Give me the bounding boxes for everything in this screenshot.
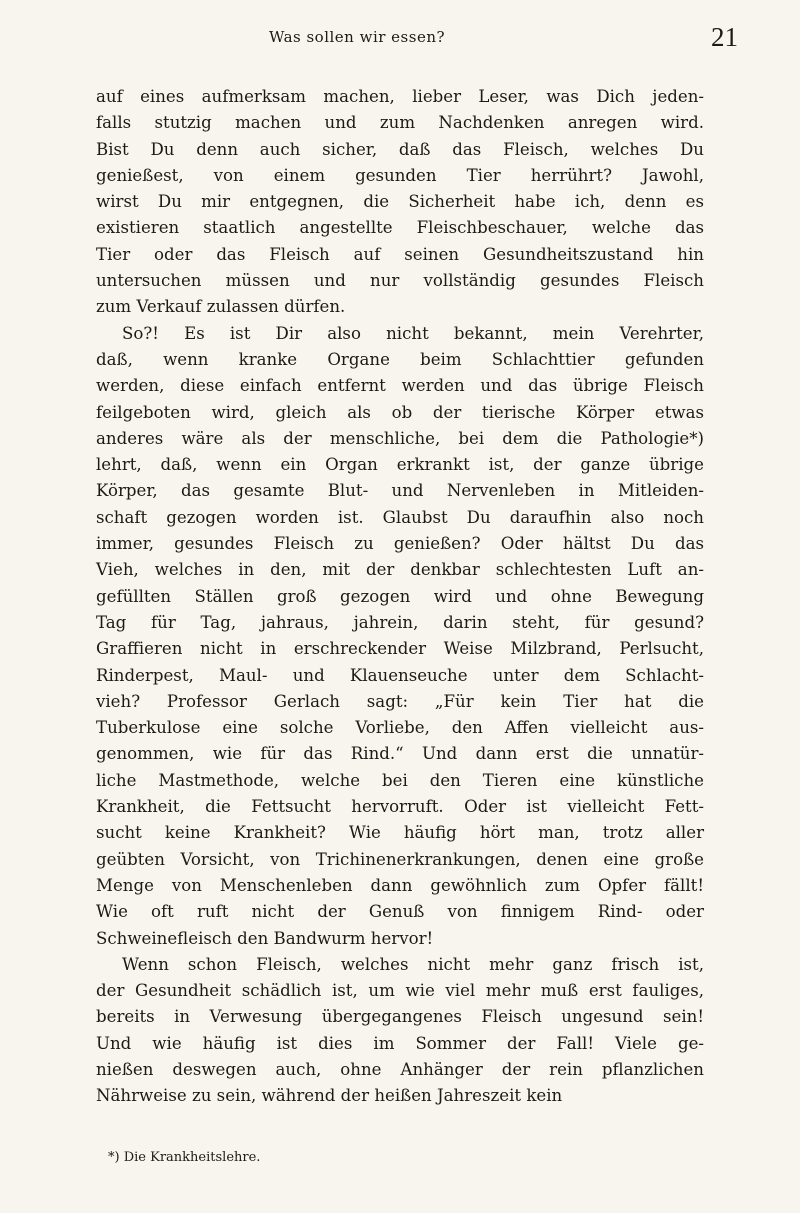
text-line: der Gesundheit schädlich ist, um wie viel mehr muß erst fauliges,: [96, 981, 704, 1001]
text-line: liche Mastmethode, welche bei den Tieren eine künstliche: [96, 770, 704, 790]
text-line: auf eines aufmerksam machen, lieber Leser, was Dich jeden-: [96, 87, 704, 106]
text-line: Körper, das gesamte Blut- und Nervenleben in Mitleiden-: [96, 481, 704, 501]
text-line: untersuchen müssen und nur vollständig gesundes Fleisch: [96, 271, 704, 291]
text-line: Und wie häufig ist dies im Sommer der Fall! Viele ge-: [96, 1033, 704, 1053]
body-text: [96, 84, 704, 1110]
text-line: Nährweise zu sein, während der heißen Jahreszeit kein: [96, 1086, 563, 1106]
text-line: bereits in Verwesung übergegangenes Fleisch ungesund sein!: [96, 1007, 704, 1027]
page-number: 21: [711, 22, 738, 52]
text-line: immer, gesundes Fleisch zu genießen? Oder hältst Du das: [96, 534, 704, 554]
text-line: sucht keine Krankheit? Wie häufig hört man, trotz aller: [96, 823, 704, 843]
text-line: Rinderpest, Maul- und Klauenseuche unter dem Schlacht-: [96, 665, 704, 685]
text-line: Tag für Tag, jahraus, jahrein, darin steht, für gesund?: [96, 612, 704, 632]
text-line: feilgeboten wird, gleich als ob der tierische Körper etwas: [96, 402, 704, 422]
text-line: Vieh, welches in den, mit der denkbar schlechtesten Luft an-: [96, 560, 704, 580]
running-head: [0, 22, 800, 58]
footnote: *) Die Krankheitslehre.: [108, 1150, 261, 1165]
text-line: wirst Du mir entgegnen, die Sicherheit habe ich, denn es: [96, 192, 704, 212]
text-line: daß, wenn kranke Organe beim Schlachttier gefunden: [96, 349, 704, 369]
text-line: nießen deswegen auch, ohne Anhänger der rein pflanzlichen: [96, 1059, 704, 1079]
text-line: Wie oft ruft nicht der Genuß von finnigem Rind- oder: [96, 902, 704, 922]
text-line: falls stutzig machen und zum Nachdenken anregen wird.: [96, 113, 704, 133]
text-line: Krankheit, die Fettsucht hervorruft. Oder ist vielleicht Fett-: [96, 797, 704, 817]
text-line: zum Verkauf zulassen dürfen.: [96, 297, 346, 317]
text-line: Schweinefleisch den Bandwurm hervor!: [96, 928, 434, 948]
text-line: gefüllten Ställen groß gezogen wird und ohne Bewegung: [96, 586, 704, 606]
text-line: So?! Es ist Dir also nicht bekannt, mein Verehrter,: [122, 323, 704, 343]
text-line: Wenn schon Fleisch, welches nicht mehr ganz frisch ist,: [122, 954, 704, 974]
text-line: existieren staatlich angestellte Fleischbeschauer, welche das: [96, 218, 704, 238]
text-line: genießest, von einem gesunden Tier herrührt? Jawohl,: [96, 165, 704, 185]
text-line: Menge von Menschenleben dann gewöhnlich zum Opfer fällt!: [96, 875, 704, 895]
text-line: geübten Vorsicht, von Trichinenerkrankungen, denen eine große: [96, 849, 704, 869]
text-line: vieh? Professor Gerlach sagt: „Für kein Tier hat die: [96, 691, 704, 711]
text-line: lehrt, daß, wenn ein Organ erkrankt ist, der ganze übrige: [96, 455, 704, 475]
text-line: genommen, wie für das Rind.“ Und dann erst die unnatür-: [96, 744, 704, 764]
text-line: werden, diese einfach entfernt werden und das übrige Fleisch: [96, 376, 704, 396]
text-line: schaft gezogen worden ist. Glaubst Du daraufhin also noch: [96, 507, 704, 527]
text-line: Tuberkulose eine solche Vorliebe, den Affen vielleicht aus-: [96, 718, 704, 738]
text-line: anderes wäre als der menschliche, bei dem die Pathologie*): [96, 428, 704, 448]
text-line: Tier oder das Fleisch auf seinen Gesundheitszustand hin: [96, 244, 704, 264]
text-line: Bist Du denn auch sicher, daß das Fleisch, welches Du: [96, 139, 704, 159]
running-title: Was sollen wir essen?: [268, 28, 446, 46]
text-line: Graffieren nicht in erschreckender Weise Milzbrand, Perlsucht,: [96, 639, 704, 659]
